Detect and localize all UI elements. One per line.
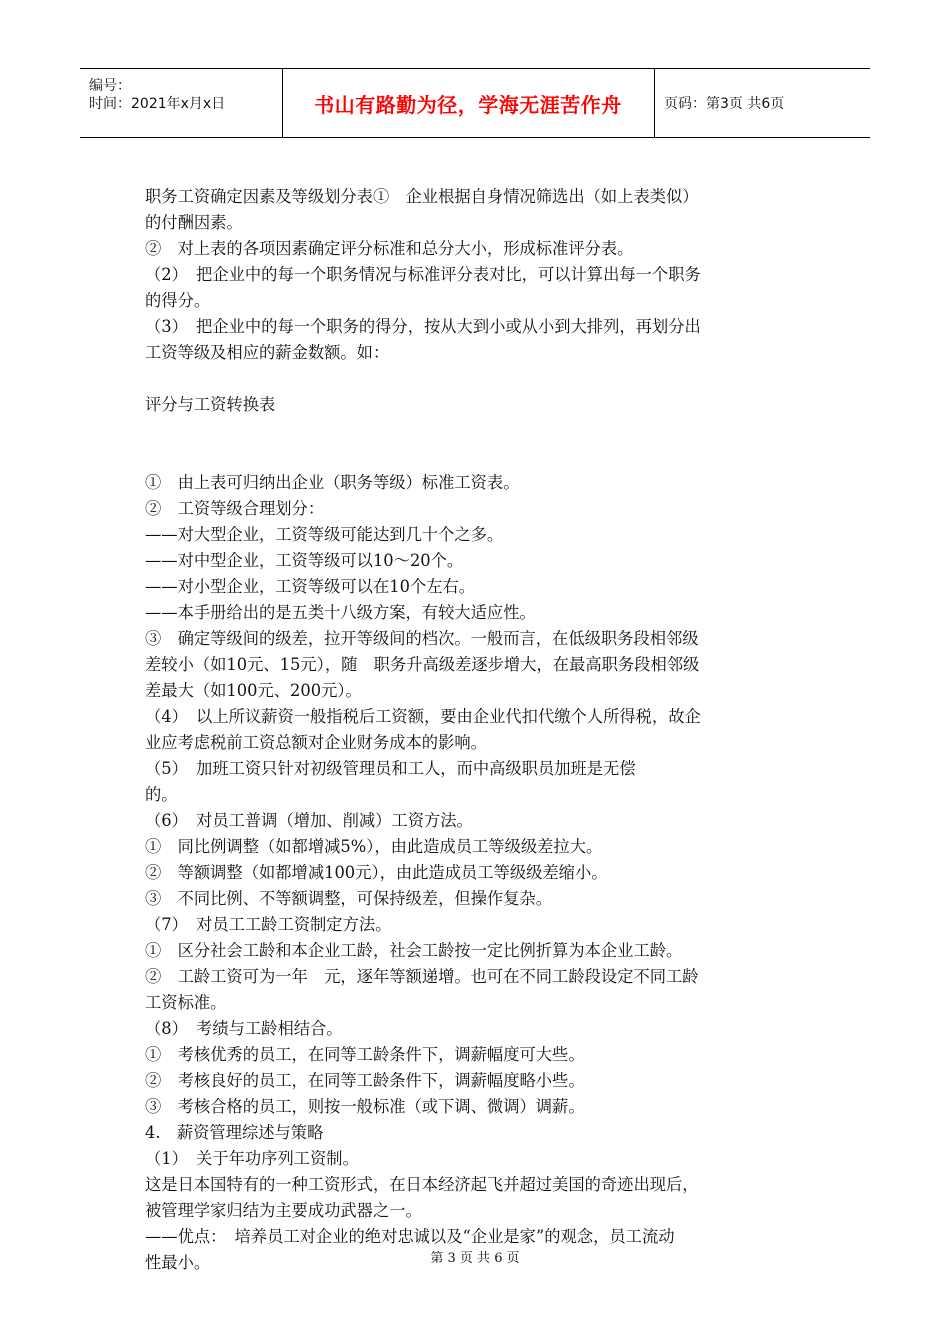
- text-line: [145, 418, 817, 444]
- document-body: [145, 184, 817, 1276]
- text-line: ① 由上表可归纳出企业（职务等级）标准工资表。: [145, 473, 520, 492]
- text-line: ——对小型企业，工资等级可以在10个左右。: [145, 577, 476, 596]
- text-line: 差最大（如100元、200元）。: [145, 681, 362, 700]
- text-line: 评分与工资转换表: [145, 395, 276, 414]
- text-line: （2） 把企业中的每一个职务情况与标准评分表对比，可以计算出每一个职务: [145, 265, 701, 284]
- text-line: 职务工资确定因素及等级划分表① 企业根据自身情况筛选出（如上表类似）: [145, 187, 699, 206]
- text-line: 差较小（如10元、15元），随 职务升高级差逐步增大，在最高职务段相邻级: [145, 655, 700, 674]
- text-line: ——对中型企业，工资等级可以10～20个。: [145, 551, 464, 570]
- text-line: （1） 关于年功序列工资制。: [145, 1149, 359, 1168]
- text-line: ② 工资等级合理划分：: [145, 499, 325, 518]
- text-line: ② 等额调整（如都增减100元），由此造成员工等级级差缩小。: [145, 863, 608, 882]
- text-line: 的付酬因素。: [145, 213, 243, 232]
- text-line: 被管理学家归结为主要成功武器之一。: [145, 1201, 422, 1220]
- text-line: ② 对上表的各项因素确定评分标准和总分大小，形成标准评分表。: [145, 239, 634, 258]
- text-line: 工资标准。: [145, 993, 227, 1012]
- header-info-cell: [80, 69, 283, 137]
- header-page-code: 页码：第3页 共6页: [664, 96, 785, 112]
- text-line: （6） 对员工普调（增加、削减）工资方法。: [145, 811, 473, 830]
- text-line: ② 工龄工资可为一年 元，逐年等额递增。也可在不同工龄段设定不同工龄: [145, 967, 699, 986]
- page-header: [80, 68, 870, 138]
- header-page-cell: [655, 69, 870, 137]
- text-line: 这是日本国特有的一种工资形式，在日本经济起飞并超过美国的奇迹出现后，: [145, 1175, 699, 1194]
- text-line: 性最小。: [145, 1253, 211, 1272]
- document-date-label: 时间：2021年x月x日: [89, 96, 226, 112]
- text-line: （8） 考绩与工龄相结合。: [145, 1019, 343, 1038]
- text-line: ③ 考核合格的员工，则按一般标准（或下调、微调）调薪。: [145, 1097, 585, 1116]
- text-line: （7） 对员工工龄工资制定方法。: [145, 915, 392, 934]
- text-line: 4. 薪资管理综述与策略: [145, 1123, 324, 1142]
- text-line: ① 考核优秀的员工，在同等工龄条件下，调薪幅度可大些。: [145, 1045, 585, 1064]
- document-number-label: 编号：: [89, 78, 131, 94]
- text-line: 的。: [145, 785, 178, 804]
- text-line: 业应考虑税前工资总额对企业财务成本的影响。: [145, 733, 487, 752]
- text-line: ① 区分社会工龄和本企业工龄，社会工龄按一定比例折算为本企业工龄。: [145, 941, 683, 960]
- header-motto-cell: [282, 69, 655, 137]
- page-footer: 第 3 页 共 6 页: [430, 1251, 520, 1266]
- text-line: ③ 确定等级间的级差，拉开等级间的档次。一般而言，在低级职务段相邻级: [145, 629, 699, 648]
- text-line: ——优点： 培养员工对企业的绝对忠诚以及“企业是家”的观念，员工流动: [145, 1227, 675, 1246]
- text-line: （4） 以上所议薪资一般指税后工资额，要由企业代扣代缴个人所得税，故企: [145, 707, 701, 726]
- text-line: 的得分。: [145, 291, 211, 310]
- text-line: ——对大型企业，工资等级可能达到几十个之多。: [145, 525, 504, 544]
- text-line: （3） 把企业中的每一个职务的得分，按从大到小或从小到大排列，再划分出: [145, 317, 701, 336]
- text-line: [145, 444, 817, 470]
- text-line: （5） 加班工资只针对初级管理员和工人，而中高级职员加班是无偿: [145, 759, 636, 778]
- text-line: ① 同比例调整（如都增减5%），由此造成员工等级级差拉大。: [145, 837, 603, 856]
- text-line: ③ 不同比例、不等额调整，可保持级差，但操作复杂。: [145, 889, 553, 908]
- text-line: ② 考核良好的员工，在同等工龄条件下，调薪幅度略小些。: [145, 1071, 585, 1090]
- text-line: 工资等级及相应的薪金数额。如：: [145, 343, 390, 362]
- text-line: ——本手册给出的是五类十八级方案，有较大适应性。: [145, 603, 536, 622]
- header-motto: 书山有路勤为径，学海无涯苦作舟: [314, 92, 622, 117]
- text-line: [145, 366, 817, 392]
